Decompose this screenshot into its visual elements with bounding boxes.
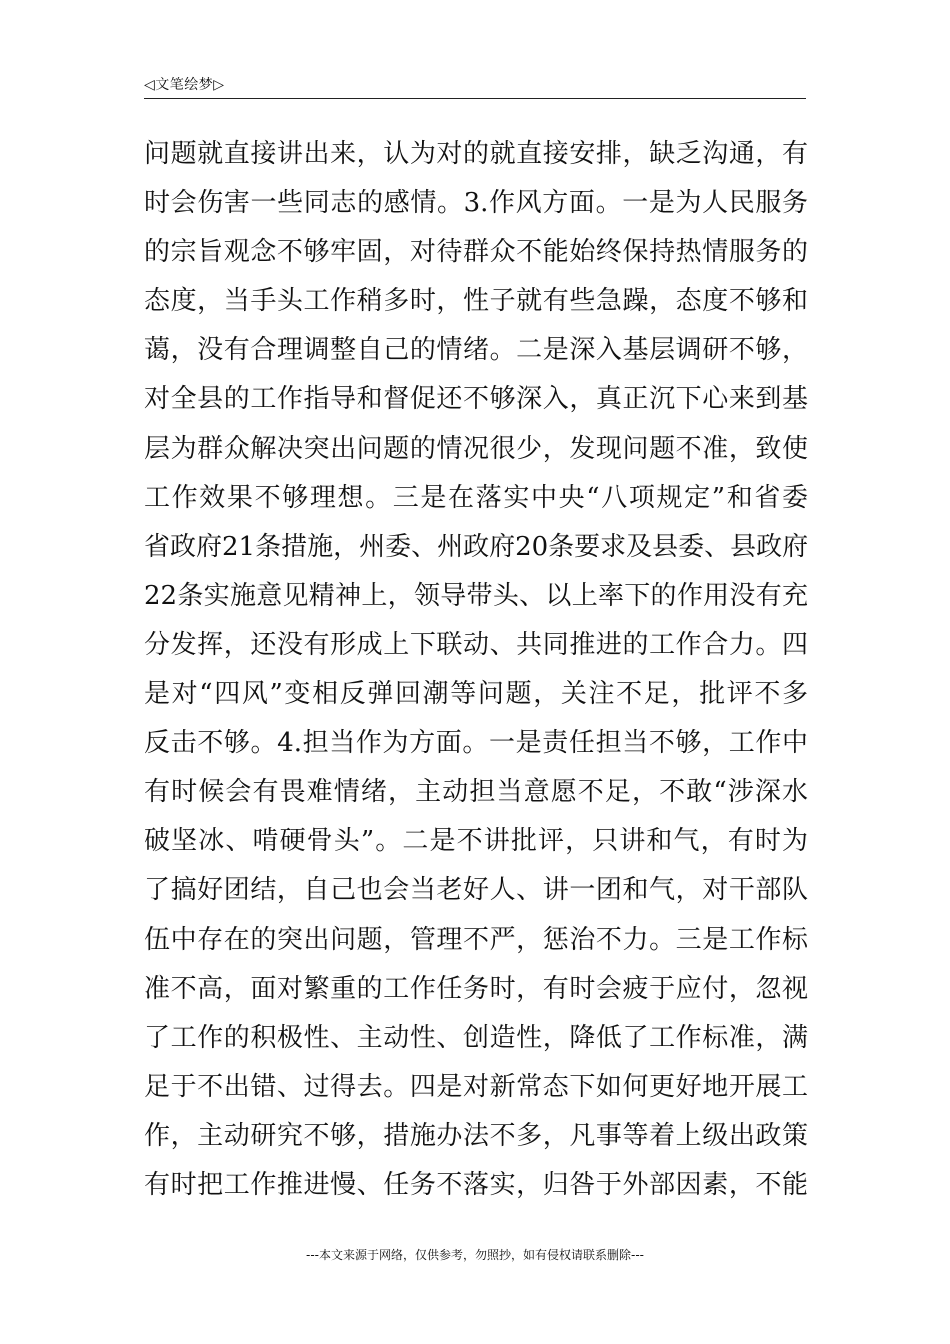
document-body [144,130,808,1210]
body-line: 有时候会有畏难情绪，主动担当意愿不足，不敢“涉深水 [144,777,808,808]
header-title: ◁文笔绘梦▷ [144,77,225,93]
page-footer: ---本文来源于网络，仅供参考，勿照抄，如有侵权请联系删除--- [306,1248,644,1262]
body-line: 省政府21条措施，州委、州政府20条要求及县委、县政府 [144,531,808,562]
body-line: 工作效果不够理想。三是在落实中央“八项规定”和省委 [144,482,808,513]
body-line: 层为群众解决突出问题的情况很少，发现问题不准，致使 [144,433,808,464]
body-line: 准不高，面对繁重的工作任务时，有时会疲于应付，忽视 [144,973,808,1004]
body-line: 22条实施意见精神上，领导带头、以上率下的作用没有充 [144,580,808,611]
body-line: 反击不够。4.担当作为方面。一是责任担当不够，工作中 [144,728,808,759]
body-line: 态度，当手头工作稍多时，性子就有些急躁，态度不够和 [144,286,808,317]
body-line: 的宗旨观念不够牢固，对待群众不能始终保持热情服务的 [144,237,808,268]
body-line: 足于不出错、过得去。四是对新常态下如何更好地开展工 [144,1071,808,1102]
body-line: 破坚冰、啃硬骨头”。二是不讲批评，只讲和气，有时为 [144,826,808,857]
page-header [144,72,806,99]
body-line: 分发挥，还没有形成上下联动、共同推进的工作合力。四 [144,629,808,660]
body-line: 伍中存在的突出问题，管理不严，惩治不力。三是工作标 [144,924,808,955]
body-line: 了工作的积极性、主动性、创造性，降低了工作标准，满 [144,1022,808,1053]
body-line: 对全县的工作指导和督促还不够深入，真正沉下心来到基 [144,384,808,415]
body-line: 作，主动研究不够，措施办法不多，凡事等着上级出政策 [144,1120,808,1151]
body-line: 有时把工作推进慢、任务不落实，归咎于外部因素，不能 [144,1169,808,1200]
body-line: 了搞好团结，自己也会当老好人、讲一团和气，对干部队 [144,875,808,906]
body-line: 蔼，没有合理调整自己的情绪。二是深入基层调研不够， [144,335,808,366]
body-line: 时会伤害一些同志的感情。3.作风方面。一是为人民服务 [144,188,808,219]
body-line: 是对“四风”变相反弹回潮等问题，关注不足，批评不多 [144,679,808,710]
body-line: 问题就直接讲出来，认为对的就直接安排，缺乏沟通，有 [144,139,808,169]
